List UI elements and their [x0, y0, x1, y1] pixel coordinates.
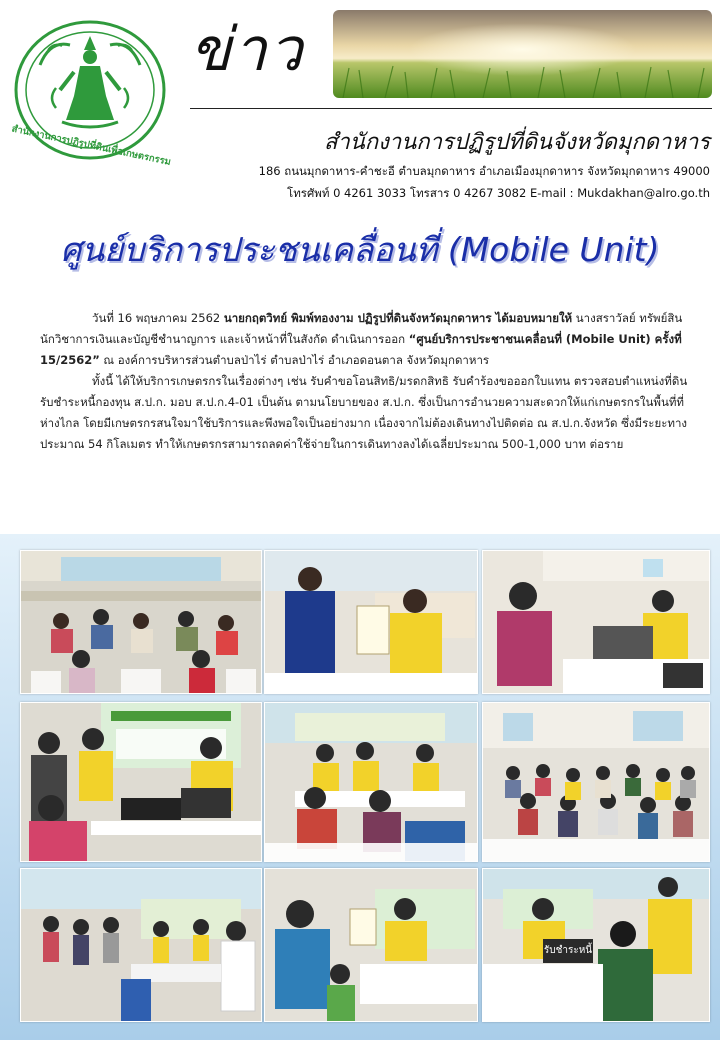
photo-document-handover — [264, 550, 478, 694]
photo-registration-table — [20, 702, 262, 862]
photo-service-row — [264, 702, 478, 862]
photo-queue-tables — [20, 868, 262, 1022]
photo-hall-audience — [20, 550, 262, 694]
photo-audience-seated — [482, 702, 710, 862]
news-title: ข่าว — [190, 15, 305, 85]
header-divider — [190, 108, 712, 109]
article-paragraph-1 — [40, 308, 690, 371]
p1-location: ณ องค์การบริหารส่วนตำบลป่าไร่ ตำบลป่าไร่ อำเภอดอนตาล จังหวัดมุกดาหาร — [99, 353, 490, 367]
p1-staff: นางสราวัลย์ ทรัพย์สิน นักวิชาการเงินและบัญชีชำนาญการ และเจ้าหน้าที่ในสังกัด ดำเนินการออก — [40, 311, 683, 346]
office-address: 186 ถนนมุกดาหาร-คำชะอี ตำบลมุกดาหาร อำเภอเมืองมุกดาหาร จังหวัดมุกดาหาร 49000 — [258, 164, 710, 178]
rice-field-banner — [333, 10, 712, 98]
photo-family-at-desk — [264, 868, 478, 1022]
p1-director: นายกฤตวิทย์ พิมพ์ทองงาม ปฏิรูปที่ดินจังหวัดมุกดาหาร ได้มอบหมายให้ — [223, 311, 573, 325]
photo-payment-counter — [482, 868, 710, 1022]
p1-date: วันที่ 16 พฤษภาคม 2562 — [92, 311, 224, 325]
headline: ศูนย์บริการประชนเคลื่อนที่ (Mobile Unit) — [60, 230, 660, 269]
payment-sign: รับชำระหนี้ — [543, 945, 593, 956]
article-body — [40, 308, 690, 455]
article-paragraph-2: ทั้งนี้ ได้ให้บริการเกษตรกรในเรื่องต่างๆ เช่น รับคำขอโอนสิทธิ/มรดกสิทธิ รับคำร้องขอออกใบแทน ตรวจสอบตำแหน่งที่ดิน รับชำระหนี้กองทุน ส.ป.ก. มอบ ส.ป.ก.4-01 เป็นต้น ตามนโยบายของ ส.ป.ก. ซึ่งเป็นการอำนวยความสะดวกให้แก่เกษตรกรในพื้นที่ที่ห่างไกล โดยมีเกษตรกรสนใจมาใช้บริการและพึงพอใจเป็นอย่างมาก เนื่องจากไม่ต้องเดินทางไปติดต่อ ณ ส.ป.ก.จังหวัด ซึ่งมีระยะทางประมาณ 54 กิโลเมตร ทำให้เกษตรกรสามารถลดค่าใช้จ่ายในการเดินทางลงได้เฉลี่ยประมาณ 500-1,000 บาท ต่อราย — [40, 374, 688, 451]
office-name: สำนักงานการปฏิรูปที่ดินจังหวัดมุกดาหาร — [323, 130, 710, 155]
photo-service-desk — [482, 550, 710, 694]
alro-logo — [10, 10, 170, 170]
office-contact: โทรศัพท์ 0 4261 3033 โทรสาร 0 4267 3082 E-mail : Mukdakhan@alro.go.th — [287, 186, 710, 200]
logo-caption: สำนักงานการปฏิรูปที่ดินเพื่อเกษตรกรรม — [10, 123, 172, 169]
p1-event: “ศูนย์บริการประชาชนเคลื่อนที่ (Mobile Unit) ครั้งที่ 15/2562” — [40, 332, 682, 367]
photo-collage — [0, 534, 720, 1040]
